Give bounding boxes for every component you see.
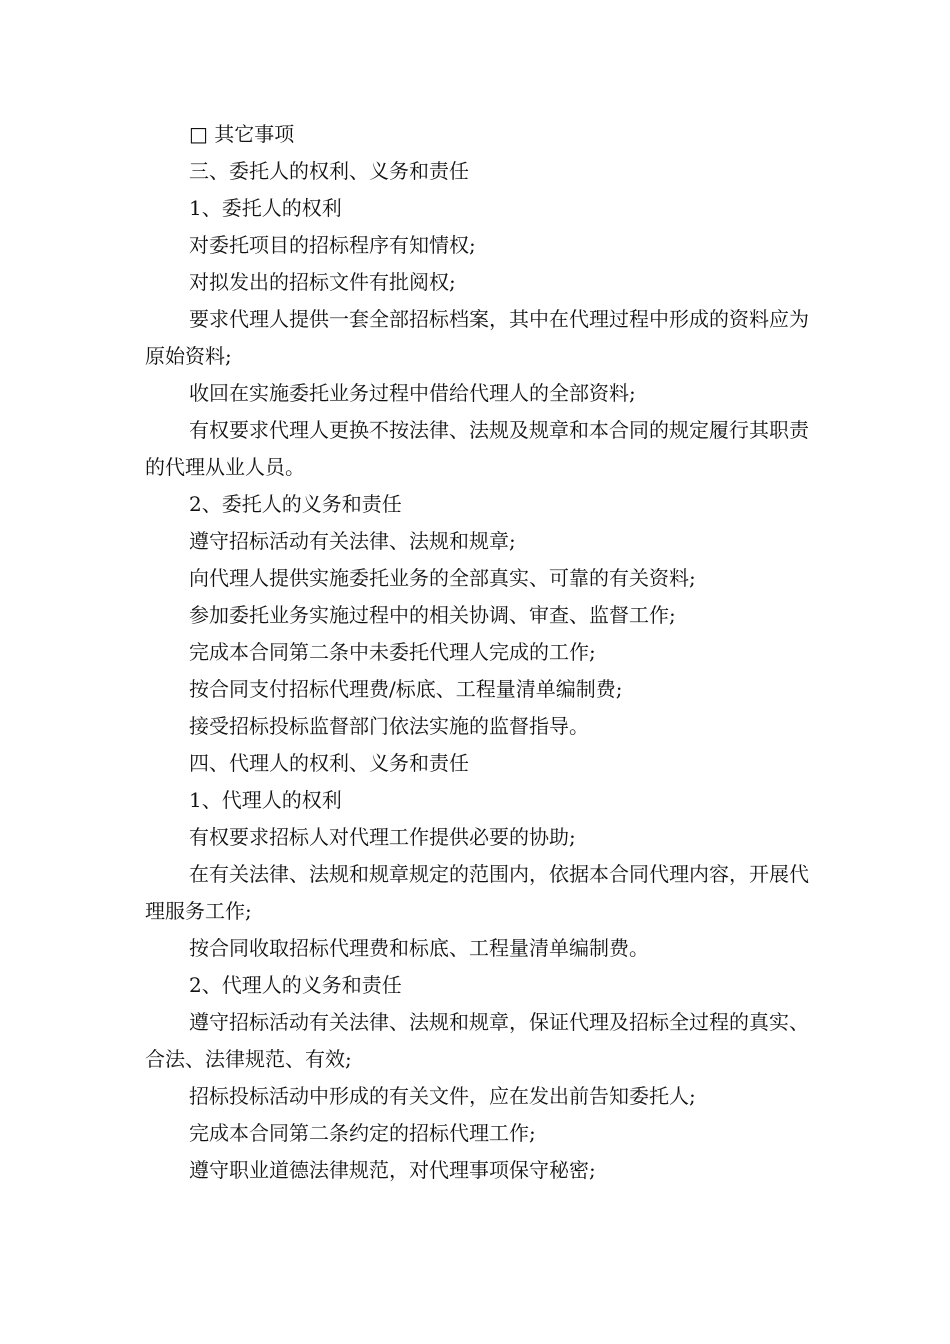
paragraph: 完成本合同第二条中未委托代理人完成的工作;	[189, 640, 596, 664]
document-body	[145, 116, 810, 1189]
subsection-heading-3-2: 2、委托人的义务和责任	[189, 492, 402, 516]
paragraph: 要求代理人提供一套全部招标档案，其中在代理过程中形成的资料应为原始资料;	[145, 307, 809, 368]
section-heading-3: 三、委托人的权利、义务和责任	[189, 159, 469, 183]
paragraph: 在有关法律、法规和规章规定的范围内，依据本合同代理内容，开展代理服务工作;	[145, 862, 809, 923]
paragraph: 遵守职业道德法律规范，对代理事项保守秘密;	[189, 1158, 596, 1182]
paragraph: 向代理人提供实施委托业务的全部真实、可靠的有关资料;	[189, 566, 696, 590]
paragraph: 对委托项目的招标程序有知情权;	[189, 233, 476, 257]
paragraph: 完成本合同第二条约定的招标代理工作;	[189, 1121, 536, 1145]
paragraph: 遵守招标活动有关法律、法规和规章，保证代理及招标全过程的真实、合法、法律规范、有效;	[145, 1010, 809, 1071]
paragraph-other-items: □ 其它事项	[189, 122, 295, 146]
paragraph: 有权要求招标人对代理工作提供必要的协助;	[189, 825, 576, 849]
paragraph: 招标投标活动中形成的有关文件，应在发出前告知委托人;	[189, 1084, 696, 1108]
paragraph: 参加委托业务实施过程中的相关协调、审查、监督工作;	[189, 603, 676, 627]
paragraph: 对拟发出的招标文件有批阅权;	[189, 270, 456, 294]
paragraph: 按合同支付招标代理费/标底、工程量清单编制费;	[189, 677, 623, 701]
paragraph: 收回在实施委托业务过程中借给代理人的全部资料;	[189, 381, 636, 405]
subsection-heading-4-1: 1、代理人的权利	[189, 788, 342, 812]
paragraph: 按合同收取招标代理费和标底、工程量清单编制费。	[189, 936, 649, 960]
subsection-heading-4-2: 2、代理人的义务和责任	[189, 973, 402, 997]
paragraph: 有权要求代理人更换不按法律、法规及规章和本合同的规定履行其职责的代理从业人员。	[145, 418, 809, 479]
section-heading-4: 四、代理人的权利、义务和责任	[189, 751, 469, 775]
subsection-heading-3-1: 1、委托人的权利	[189, 196, 342, 220]
paragraph: 接受招标投标监督部门依法实施的监督指导。	[189, 714, 589, 738]
paragraph: 遵守招标活动有关法律、法规和规章;	[189, 529, 516, 553]
